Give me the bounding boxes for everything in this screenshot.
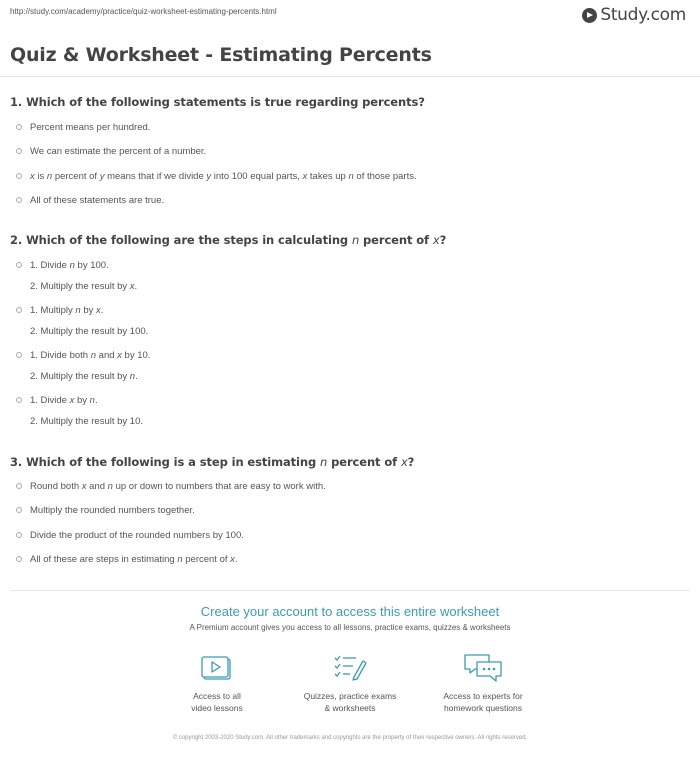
video-icon (200, 653, 234, 683)
answer-option[interactable] (16, 481, 326, 493)
logo-text: Study.com (600, 5, 686, 25)
cta-divider (10, 590, 690, 591)
question-number: 2. (10, 233, 23, 247)
title-divider (0, 76, 700, 77)
answer-option-text: Round both x and n up or down to numbers that are easy to work with. (30, 481, 326, 492)
cta-title[interactable]: Create your account to access this entire worksheet (200, 604, 500, 619)
question-text: Which of the following are the steps in calculating n percent of x? (26, 233, 447, 247)
question-number: 3. (10, 455, 23, 469)
play-icon (582, 8, 597, 23)
answer-option-text: 2. Multiply the result by n. (30, 371, 138, 382)
answer-option[interactable] (16, 395, 143, 428)
answer-option-text: 2. Multiply the result by 100. (30, 326, 149, 337)
feature-label-line1: Quizzes, practice exams (303, 691, 397, 701)
answer-option-text: 1. Divide n by 100. (30, 260, 109, 271)
answer-option[interactable] (16, 505, 195, 517)
answer-option[interactable] (16, 305, 148, 338)
answer-option-text: We can estimate the percent of a number. (30, 146, 207, 157)
radio-button-icon[interactable] (16, 397, 22, 403)
feature-video-lessons (147, 653, 287, 714)
answer-option-text: 1. Multiply n by x. (30, 305, 104, 316)
question-1 (10, 95, 425, 109)
checklist-icon (332, 653, 368, 683)
feature-label-line1: Access to all (193, 691, 241, 701)
page-url: http://study.com/academy/practice/quiz-worksheet-estimating-percents.html (10, 7, 277, 16)
radio-button-icon[interactable] (16, 532, 22, 538)
answer-option-text: Divide the product of the rounded numbers by 100. (30, 530, 244, 541)
radio-button-icon[interactable] (16, 124, 22, 130)
radio-button-icon[interactable] (16, 507, 22, 513)
answer-option-text: Percent means per hundred. (30, 122, 151, 133)
feature-quizzes (280, 653, 420, 714)
answer-option-text: 2. Multiply the result by x. (30, 281, 138, 292)
page-title: Quiz & Worksheet - Estimating Percents (10, 44, 432, 66)
question-3 (10, 455, 414, 469)
study-logo[interactable] (582, 5, 686, 25)
question-text: Which of the following statements is true regarding percents? (26, 95, 425, 109)
radio-button-icon[interactable] (16, 307, 22, 313)
answer-option[interactable] (16, 530, 244, 542)
radio-button-icon[interactable] (16, 352, 22, 358)
radio-button-icon[interactable] (16, 148, 22, 154)
radio-button-icon[interactable] (16, 556, 22, 562)
feature-label-line1: Access to experts for (443, 691, 523, 701)
answer-option-text: 1. Divide x by n. (30, 395, 98, 406)
answer-option[interactable] (16, 146, 206, 158)
footer-copyright: © copyright 2003-2020 Study.com. All other trademarks and copyrights are the property of their respective owners. All rights reserved. (172, 735, 528, 741)
radio-button-icon[interactable] (16, 483, 22, 489)
answer-option-text: Multiply the rounded numbers together. (30, 505, 195, 516)
radio-button-icon[interactable] (16, 197, 22, 203)
chat-bubbles-icon (463, 653, 503, 683)
feature-experts (413, 653, 553, 714)
answer-option-text: x is n percent of y means that if we divide y into 100 equal parts, x takes up n of those parts. (30, 171, 417, 182)
answer-option[interactable] (16, 260, 137, 293)
question-number: 1. (10, 95, 23, 109)
radio-button-icon[interactable] (16, 173, 22, 179)
answer-option[interactable] (16, 171, 417, 183)
answer-option[interactable] (16, 122, 150, 134)
answer-option[interactable] (16, 554, 238, 566)
answer-option[interactable] (16, 195, 164, 207)
feature-label-line2: & worksheets (324, 703, 376, 713)
feature-label-line2: homework questions (444, 703, 522, 713)
answer-option[interactable] (16, 350, 150, 383)
question-text: Which of the following is a step in estimating n percent of x? (26, 455, 415, 469)
answer-option-text: All of these statements are true. (30, 195, 165, 206)
radio-button-icon[interactable] (16, 262, 22, 268)
answer-option-text: All of these are steps in estimating n percent of x. (30, 554, 238, 565)
cta-subtitle: A Premium account gives you access to all lessons, practice exams, quizzes & worksheets (189, 623, 511, 632)
feature-label-line2: video lessons (191, 703, 243, 713)
answer-option-text: 1. Divide both n and x by 10. (30, 350, 151, 361)
question-2 (10, 233, 446, 247)
answer-option-text: 2. Multiply the result by 10. (30, 416, 143, 427)
